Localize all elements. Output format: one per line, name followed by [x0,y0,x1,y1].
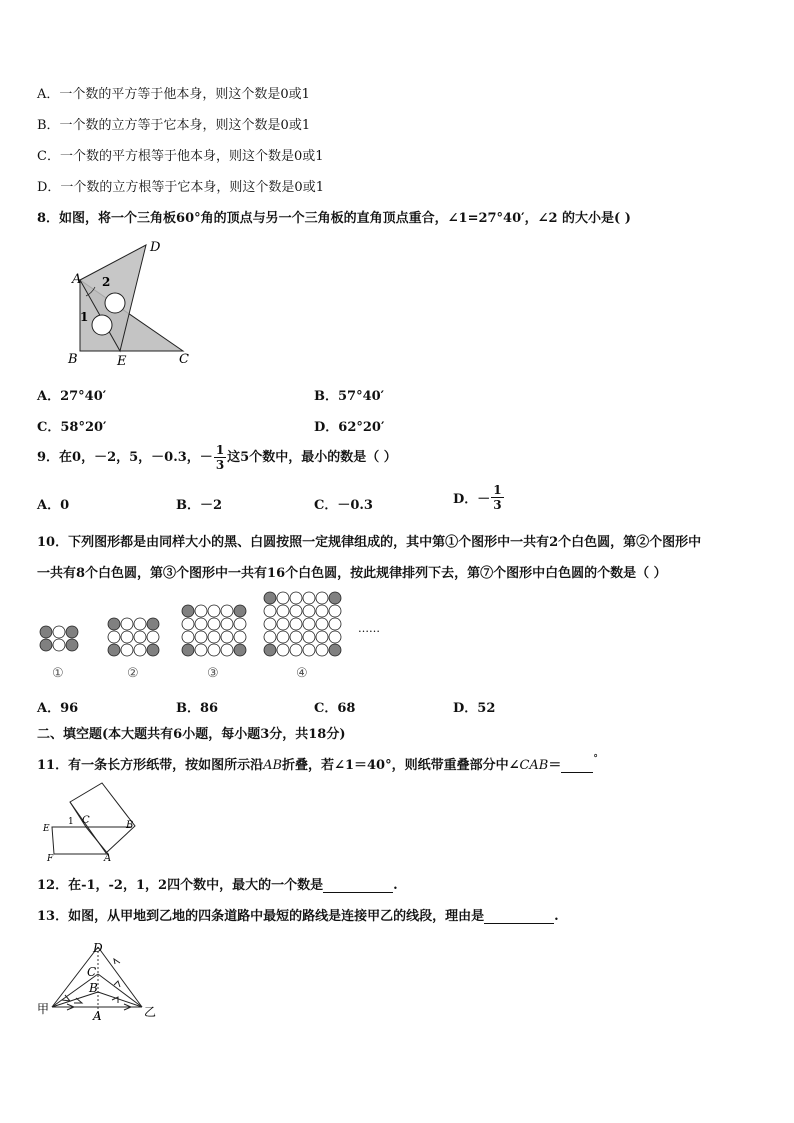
q8-label-b: B [68,352,78,367]
q11-label-c: C [82,815,90,826]
q10-label-3: ③ [207,666,219,681]
q11-label-b: B [126,820,134,831]
q10-ellipsis: …… [358,622,380,635]
q10-pattern-3 [182,605,246,656]
q9-option-a: A．0 [37,498,70,513]
q11-figure [40,781,150,863]
q10-option-b: B．86 [176,701,219,716]
q9-fraction [214,443,226,472]
q8-angle-2: 2 [102,275,111,289]
q11-angle-cab: CAB [519,758,549,773]
q13-label-c: C [87,965,97,979]
q9-option-d-pre: D．－ [453,492,491,507]
q8-hole-upper [105,293,125,313]
q10-label-1: ① [52,666,64,681]
q9-stem-post: 这5个数中，最小的数是（ ） [227,450,397,465]
q12-stem: 12．在-1，-2，1，2四个数中，最大的一个数是 . [37,878,398,893]
q11-label-e: E [43,824,50,834]
q10-option-a: A．96 [37,701,79,716]
q10-pattern-2 [108,618,159,656]
q9-stem-pre: 9．在0，－2，5，－0.3，－ [37,450,213,465]
q11-label-a: A [104,853,112,863]
q7-option-c: C．一个数的平方根等于他本身，则这个数是0或1 [37,149,324,164]
q12-answer-blank[interactable] [323,877,393,893]
q13-label-a: A [93,1009,102,1023]
q7-option-a: A．一个数的平方等于他本身，则这个数是0或1 [37,87,310,102]
q8-figure [60,236,200,368]
q11-label-f: F [47,854,54,863]
q11-stem: 11．有一条长方形纸带，按如图所示沿AB折叠，若∠1＝40°，则纸带重叠部分中∠CAB＝ ° [37,754,598,773]
q8-option-c: C．58°20′ [37,420,107,435]
q8-label-d: D [150,240,161,255]
q8-option-d: D．62°20′ [314,420,385,435]
q8-label-a: A [72,272,82,287]
section-2-heading: 二、填空题(本大题共有6小题，每小题3分，共18分) [37,727,346,742]
q11-segment-ab: AB [263,758,283,773]
q10-stem-line2: 一共有8个白色圆，第③个图形中一共有16个白色圆，按此规律排列下去，第⑦个图形中白色圆的个数是（ ） [37,566,667,581]
q9-option-d [453,483,505,512]
q8-option-b: B．57°40′ [314,389,385,404]
q9-option-c: C．－0.3 [314,498,373,513]
q8-stem: 8．如图，将一个三角板60°角的顶点与另一个三角板的直角顶点重合，∠1=27°40′，∠2 的大小是( ) [37,211,631,226]
q13-label-d: D [93,941,103,955]
q10-option-d: D．52 [453,701,496,716]
q10-label-2: ② [127,666,139,681]
q9-frac-num: 1 [215,443,225,457]
q11-label-1: 1 [68,817,74,827]
q10-figure [30,588,390,684]
q10-pattern-4 [264,592,341,656]
q9-frac-den: 3 [215,458,225,472]
q9-option-d-fraction: $\frac{1}{3}$ [493,483,502,512]
q13-stem: 13．如图，从甲地到乙地的四条道路中最短的路线是连接甲乙的线段，理由是 . [37,909,559,924]
q13-label-jia: 甲 [37,1002,50,1016]
q10-stem-line1: 10．下列图形都是由同样大小的黑、白圆按照一定规律组成的，其中第①个图形中一共有2个白色圆，第②个图形中 [37,535,702,550]
q9-option-b: B．－2 [176,498,223,513]
q13-answer-blank[interactable] [484,908,554,924]
q13-label-b: B [89,981,98,995]
q10-label-4: ④ [296,666,308,681]
q10-pattern-1 [40,626,78,651]
q8-hole-lower [92,315,112,335]
q7-option-b: B．一个数的立方等于它本身，则这个数是0或1 [37,118,311,133]
q13-label-yi: 乙 [144,1005,157,1019]
q11-answer-blank[interactable] [561,757,593,773]
q9-stem [37,443,397,472]
q8-option-a: A．27°40′ [37,389,107,404]
q8-label-c: C [179,352,189,367]
q13-figure [34,937,164,1027]
q10-option-c: C．68 [314,701,356,716]
q8-label-e: E [117,354,127,368]
q8-angle-1: 1 [80,310,89,324]
q7-option-d: D．一个数的立方根等于它本身，则这个数是0或1 [37,180,324,195]
